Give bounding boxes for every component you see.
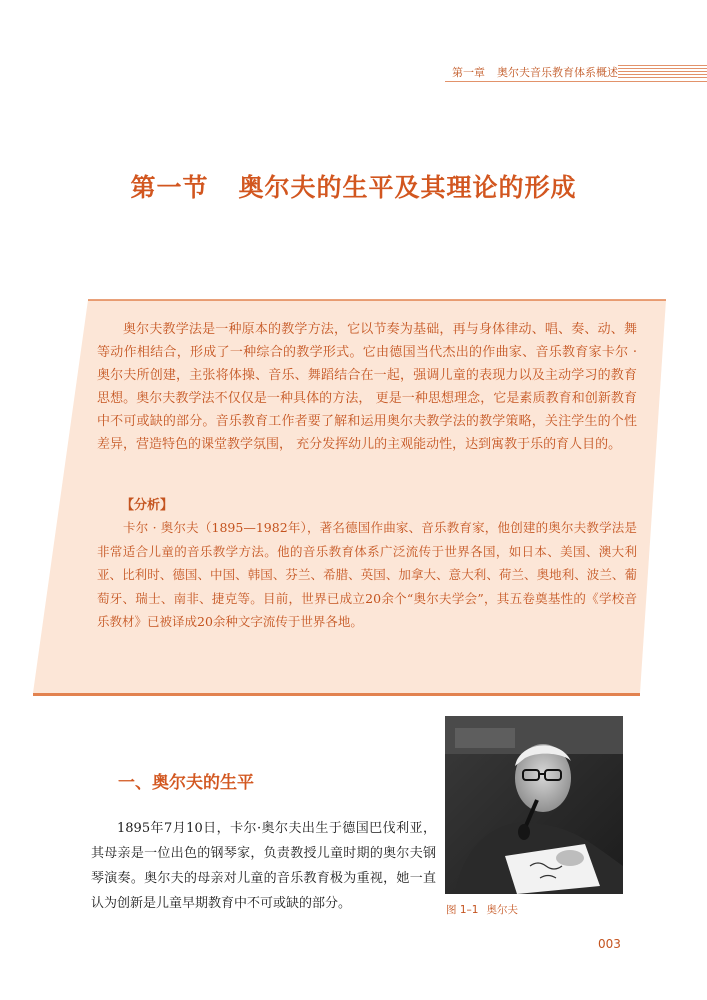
chapter-number: 第一章 — [452, 66, 485, 79]
section-heading: 奥尔夫的生平及其理论的形成 — [238, 173, 577, 202]
biography-paragraph: 1895年7月10日，卡尔·奥尔夫出生于德国巴伐利亚，其母亲是一位出色的钢琴家，负责教授儿童时期的奥尔夫钢琴演奏。奥尔夫的母亲对儿童的音乐教育极为重视，她一直认为创新是儿童早期教育中不可或缺的部分。 — [91, 821, 436, 911]
orff-photo — [445, 716, 623, 894]
figure-number: 图 1–1 — [446, 904, 479, 916]
page-number: 003 — [598, 937, 621, 951]
analysis-label: 【分析】 — [121, 498, 174, 513]
section-number: 第一节 — [130, 173, 209, 202]
figure-caption — [446, 902, 518, 917]
figure-label: 奥尔夫 — [486, 904, 518, 916]
chapter-title: 奥尔夫音乐教育体系概述 — [497, 66, 618, 79]
analysis-paragraph: 卡尔 · 奥尔夫（1895—1982年），著名德国作曲家、音乐教育家，他创建的奥尔夫教学法是非常适合儿童的音乐教学方法。他的音乐教育体系广泛流传于世界各国，如日本、美国、澳大利亚、比利时、德国、中国、韩国、芬兰、希腊、英国、加拿大、意大利、荷兰、奥地利、波兰、葡萄牙、瑞士、南非、捷克等。目前，世界已成立20余个“奥尔夫学会”，其五卷奠基性的《学校音乐教材》已被译成20余种文字流传于世界各地。 — [97, 520, 637, 629]
intro-paragraph: 奥尔夫教学法是一种原本的教学方法，它以节奏为基础，再与身体律动、唱、奏、动、舞等动作相结合，形成了一种综合的教学形式。它由德国当代杰出的作曲家、音乐教育家卡尔 · 奥尔夫所创建，主张将体操、音乐、舞蹈结合在一起，强调儿童的表现力以及主动学习的教育思想。奥尔夫教学法不仅仅是一种具体的方法， 更是一种思想理念，它是素质教育和创新教育中不可或缺的部分。音乐教育工作者要了解和运用奥尔夫教学法的教学策略，关注学生的个性差异，营造特色的课堂教学氛围， 充分发挥幼儿的主观能动性，达到寓教于乐的育人目的。 — [97, 322, 637, 452]
intro-box-bottom-rule — [33, 693, 640, 696]
subsection-title: 一、奥尔夫的生平 — [118, 773, 254, 793]
